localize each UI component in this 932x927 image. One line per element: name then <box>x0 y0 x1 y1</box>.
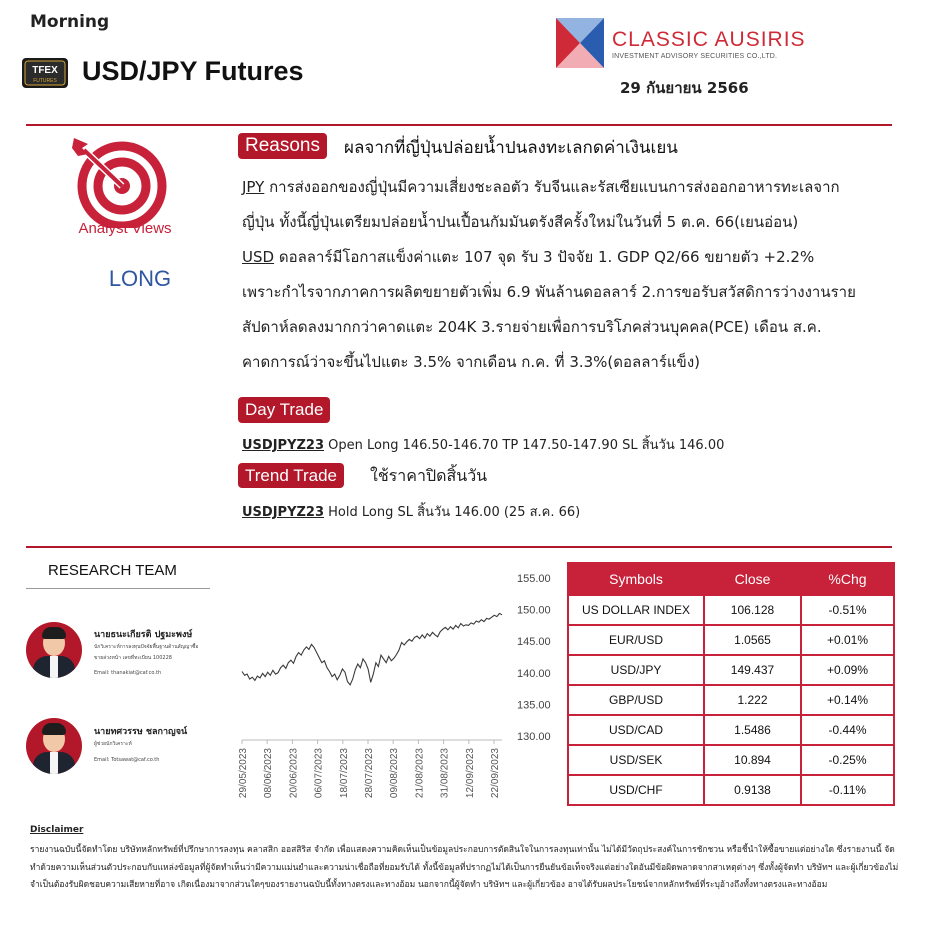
close-cell: 1.5486 <box>704 715 801 745</box>
header-symbols: Symbols <box>568 563 704 595</box>
usd-line-4: คาดการณ์ว่าจะขึ้นไปแตะ 3.5% จากเดือน ก.ค. ที่ 3.3%(ดอลลาร์แข็ง) <box>242 353 700 371</box>
header-divider <box>26 124 892 126</box>
y-tick-label: 145.00 <box>517 636 551 649</box>
analyst-title-2: ผู้ช่วยนักวิเคราะห์ <box>94 741 132 747</box>
symbol-cell: USD/CHF <box>568 775 704 805</box>
x-tick-label: 22/09/2023 <box>490 748 501 799</box>
page-title: USD/JPY Futures <box>82 56 304 86</box>
x-tick-label: 20/06/2023 <box>288 748 300 799</box>
target-icon <box>64 136 174 228</box>
table-row <box>568 655 894 685</box>
analyst-license-1: ขายล่วงหน้า เลขที่ทะเบียน 100228 <box>94 655 172 661</box>
day-trade-text: Open Long 146.50-146.70 TP 147.50-147.90 SL สิ้นวัน 146.00 <box>324 438 725 453</box>
x-tick-label: 06/07/2023 <box>313 748 325 799</box>
chg-cell: -0.11% <box>801 775 894 805</box>
usdjpy-line-chart <box>230 568 558 818</box>
section-divider <box>26 546 892 548</box>
trend-trade-tag: Trend Trade <box>238 463 344 488</box>
x-tick-label: 09/08/2023 <box>389 748 401 799</box>
analyst-name-2: นายทศวรรษ ชลกาญจน์ <box>94 727 188 737</box>
reasons-tag: Reasons <box>238 133 327 159</box>
symbol-cell: USD/SEK <box>568 745 704 775</box>
chg-cell: +0.09% <box>801 655 894 685</box>
header-pct-chg: %Chg <box>801 563 894 595</box>
symbol-cell: GBP/USD <box>568 685 704 715</box>
analyst-avatar-1 <box>26 622 82 678</box>
x-tick-label: 21/08/2023 <box>414 748 426 799</box>
table-row <box>568 625 894 655</box>
jpy-code: JPY <box>242 178 265 196</box>
header-close: Close <box>704 563 801 595</box>
close-cell: 1.222 <box>704 685 801 715</box>
day-trade-tag: Day Trade <box>238 397 330 423</box>
company-logo <box>556 18 604 68</box>
usd-text-1: ดอลลาร์มีโอกาสแข็งค่าแตะ 107 จุด รับ 3 ปัจจัย 1. GDP Q2/66 ขยายตัว +2.2% <box>274 248 815 266</box>
usd-line-1 <box>242 240 922 275</box>
analyst-views-label: Analyst Views <box>78 220 172 237</box>
x-tick-label: 29/05/2023 <box>238 748 249 799</box>
company-subtitle: INVESTMENT ADVISORY SECURITIES CO.,LTD. <box>612 53 778 60</box>
jpy-paragraph <box>242 170 922 240</box>
chg-cell: -0.51% <box>801 595 894 625</box>
x-tick-label: 31/08/2023 <box>439 748 451 799</box>
jpy-text-1: การส่งออกของญี่ปุ่นมีความเสี่ยงชะลอตัว รับจีนและรัสเซียแบนการส่งออกอาหารทะเลจาก <box>264 178 840 196</box>
market-table <box>567 562 895 806</box>
symbol-cell: EUR/USD <box>568 625 704 655</box>
disclaimer-title: Disclaimer <box>30 825 84 835</box>
x-tick-label: 28/07/2023 <box>364 748 375 799</box>
x-tick-label: 12/09/2023 <box>464 748 476 799</box>
usd-line-3: สัปดาห์ลดลงมากกว่าคาดแตะ 204K 3.รายจ่ายเพื่อการบริโภคส่วนบุคคล(PCE) เดือน ส.ค. <box>242 318 822 336</box>
table-row <box>568 595 894 625</box>
analyst-title-1: นักวิเคราะห์การลงทุนปัจจัยพื้นฐานด้านสัญญาซื้อ <box>94 644 199 650</box>
reasons-heading: ผลจากที่ญี่ปุ่นปล่อยน้ำปนลงทะเลกดค่าเงินเยน <box>344 138 678 158</box>
position-label: LONG <box>108 266 172 291</box>
close-cell: 1.0565 <box>704 625 801 655</box>
usd-line-2: เพราะกำไรจากภาคการผลิตขยายตัวเพิ่ม 6.9 พันล้านดอลลาร์ 2.การขอรับสวัสดิการว่างงานราย <box>242 283 856 301</box>
trend-trade-note: ใช้ราคาปิดสิ้นวัน <box>370 466 488 485</box>
x-tick-label: 08/06/2023 <box>263 748 275 799</box>
analyst-email-2: Email: Totsawat@caf.co.th <box>94 757 160 763</box>
symbol-cell: USD/JPY <box>568 655 704 685</box>
disclaimer-text: รายงานฉบับนี้จัดทำโดย บริษัทหลักทรัพย์ที่ปรึกษาการลงทุน คลาสสิก ออสสิริส จำกัด เพื่อแสดงความคิดเห็นเป็นข้อมูลประกอบการตัดสินใจในการลงทุนเท่านั้น ไม่ได้มีวัตถุประสงค์ในการชักชวน หรือชี้นำให้ซื้อขายแต่อย่างใด ซึ่งรายงานนี้ จัดทำด้วยความเห็นส่วนตัวประกอบกับแหล่งข้อมูลที่ผู้จัดทำเห็นว่ามีความแม่นยำและความน่าเชื่อถือที่ยอมรับได้ ทั้งนี้ข้อมูลที่ปรากฏไม่ได้เป็นการยืนยันข้อเท็จจริงแต่อย่างใดอันมีข้อผิดพลาดจากสาเหตุต่างๆ ซึ่งทั้งผู้จัดทำ บริษัทฯ และผู้เกี่ยวข้องไม่จำเป็นต้องรับผิดชอบความเสียหายที่อาจ เกิดเนื่องมาจากส่วนใดๆของรายงานฉบับนี้ทั้งทางตรงและทางอ้อม นอกจากนี้ผู้จัดทำ บริษัทฯ และผู้เกี่ยวข้อง อาจได้รับผลประโยชน์จากหลักทรัพย์ที่ระบุอ้างถึงทั้งทางตรงและทางอ้อม <box>30 845 899 890</box>
trend-trade-text: Hold Long SL สิ้นวัน 146.00 (25 ส.ค. 66) <box>324 505 581 520</box>
analyst-email-1: Email: thanakiat@caf.co.th <box>94 670 162 676</box>
usd-code: USD <box>242 248 275 266</box>
symbol-cell: USD/CAD <box>568 715 704 745</box>
analyst-avatar-2 <box>26 718 82 774</box>
close-cell: 10.894 <box>704 745 801 775</box>
jpy-line-2: ญี่ปุ่น ทั้งนี้ญี่ปุ่นเตรียมปล่อยน้ำปนเปื้อนกัมมันตรังสีครั้งใหม่ในวันที่ 5 ต.ค. 66(เยนอ่อน) <box>242 213 799 231</box>
close-cell: 0.9138 <box>704 775 801 805</box>
close-cell: 149.437 <box>704 655 801 685</box>
table-row <box>568 745 894 775</box>
tfex-logo <box>22 58 68 88</box>
report-date: 29 กันยายน 2566 <box>620 79 749 97</box>
y-tick-label: 140.00 <box>517 667 551 680</box>
x-tick-label: 18/07/2023 <box>338 748 350 799</box>
tfex-logo-sub: FUTURES <box>33 78 57 84</box>
jpy-line-1 <box>242 170 922 205</box>
symbol-cell: US DOLLAR INDEX <box>568 595 704 625</box>
y-tick-label: 130.00 <box>517 731 551 743</box>
research-team-title: RESEARCH TEAM <box>48 562 177 579</box>
chg-cell: -0.44% <box>801 715 894 745</box>
table-row <box>568 715 894 745</box>
tfex-logo-text: TFEX <box>32 65 58 76</box>
table-row <box>568 775 894 805</box>
y-tick-label: 150.00 <box>517 604 551 617</box>
market-table-header <box>568 563 894 595</box>
day-trade-line <box>242 434 724 455</box>
chg-cell: +0.01% <box>801 625 894 655</box>
chg-cell: -0.25% <box>801 745 894 775</box>
usd-paragraph <box>242 240 922 380</box>
trend-trade-line <box>242 501 580 522</box>
close-cell: 106.128 <box>704 595 801 625</box>
trend-trade-symbol: USDJPYZ23 <box>242 505 325 520</box>
research-team-underline <box>26 588 210 589</box>
y-tick-label: 155.00 <box>517 573 551 585</box>
day-trade-symbol: USDJPYZ23 <box>242 438 325 453</box>
analyst-name-1: นายธนะเกียรติ ปฐมะพงษ์ <box>94 630 193 640</box>
y-tick-label: 135.00 <box>517 699 551 712</box>
session-label: Morning <box>30 12 110 32</box>
table-row <box>568 685 894 715</box>
company-name: CLASSIC AUSIRIS <box>612 28 806 51</box>
series-line <box>242 613 502 684</box>
chg-cell: +0.14% <box>801 685 894 715</box>
